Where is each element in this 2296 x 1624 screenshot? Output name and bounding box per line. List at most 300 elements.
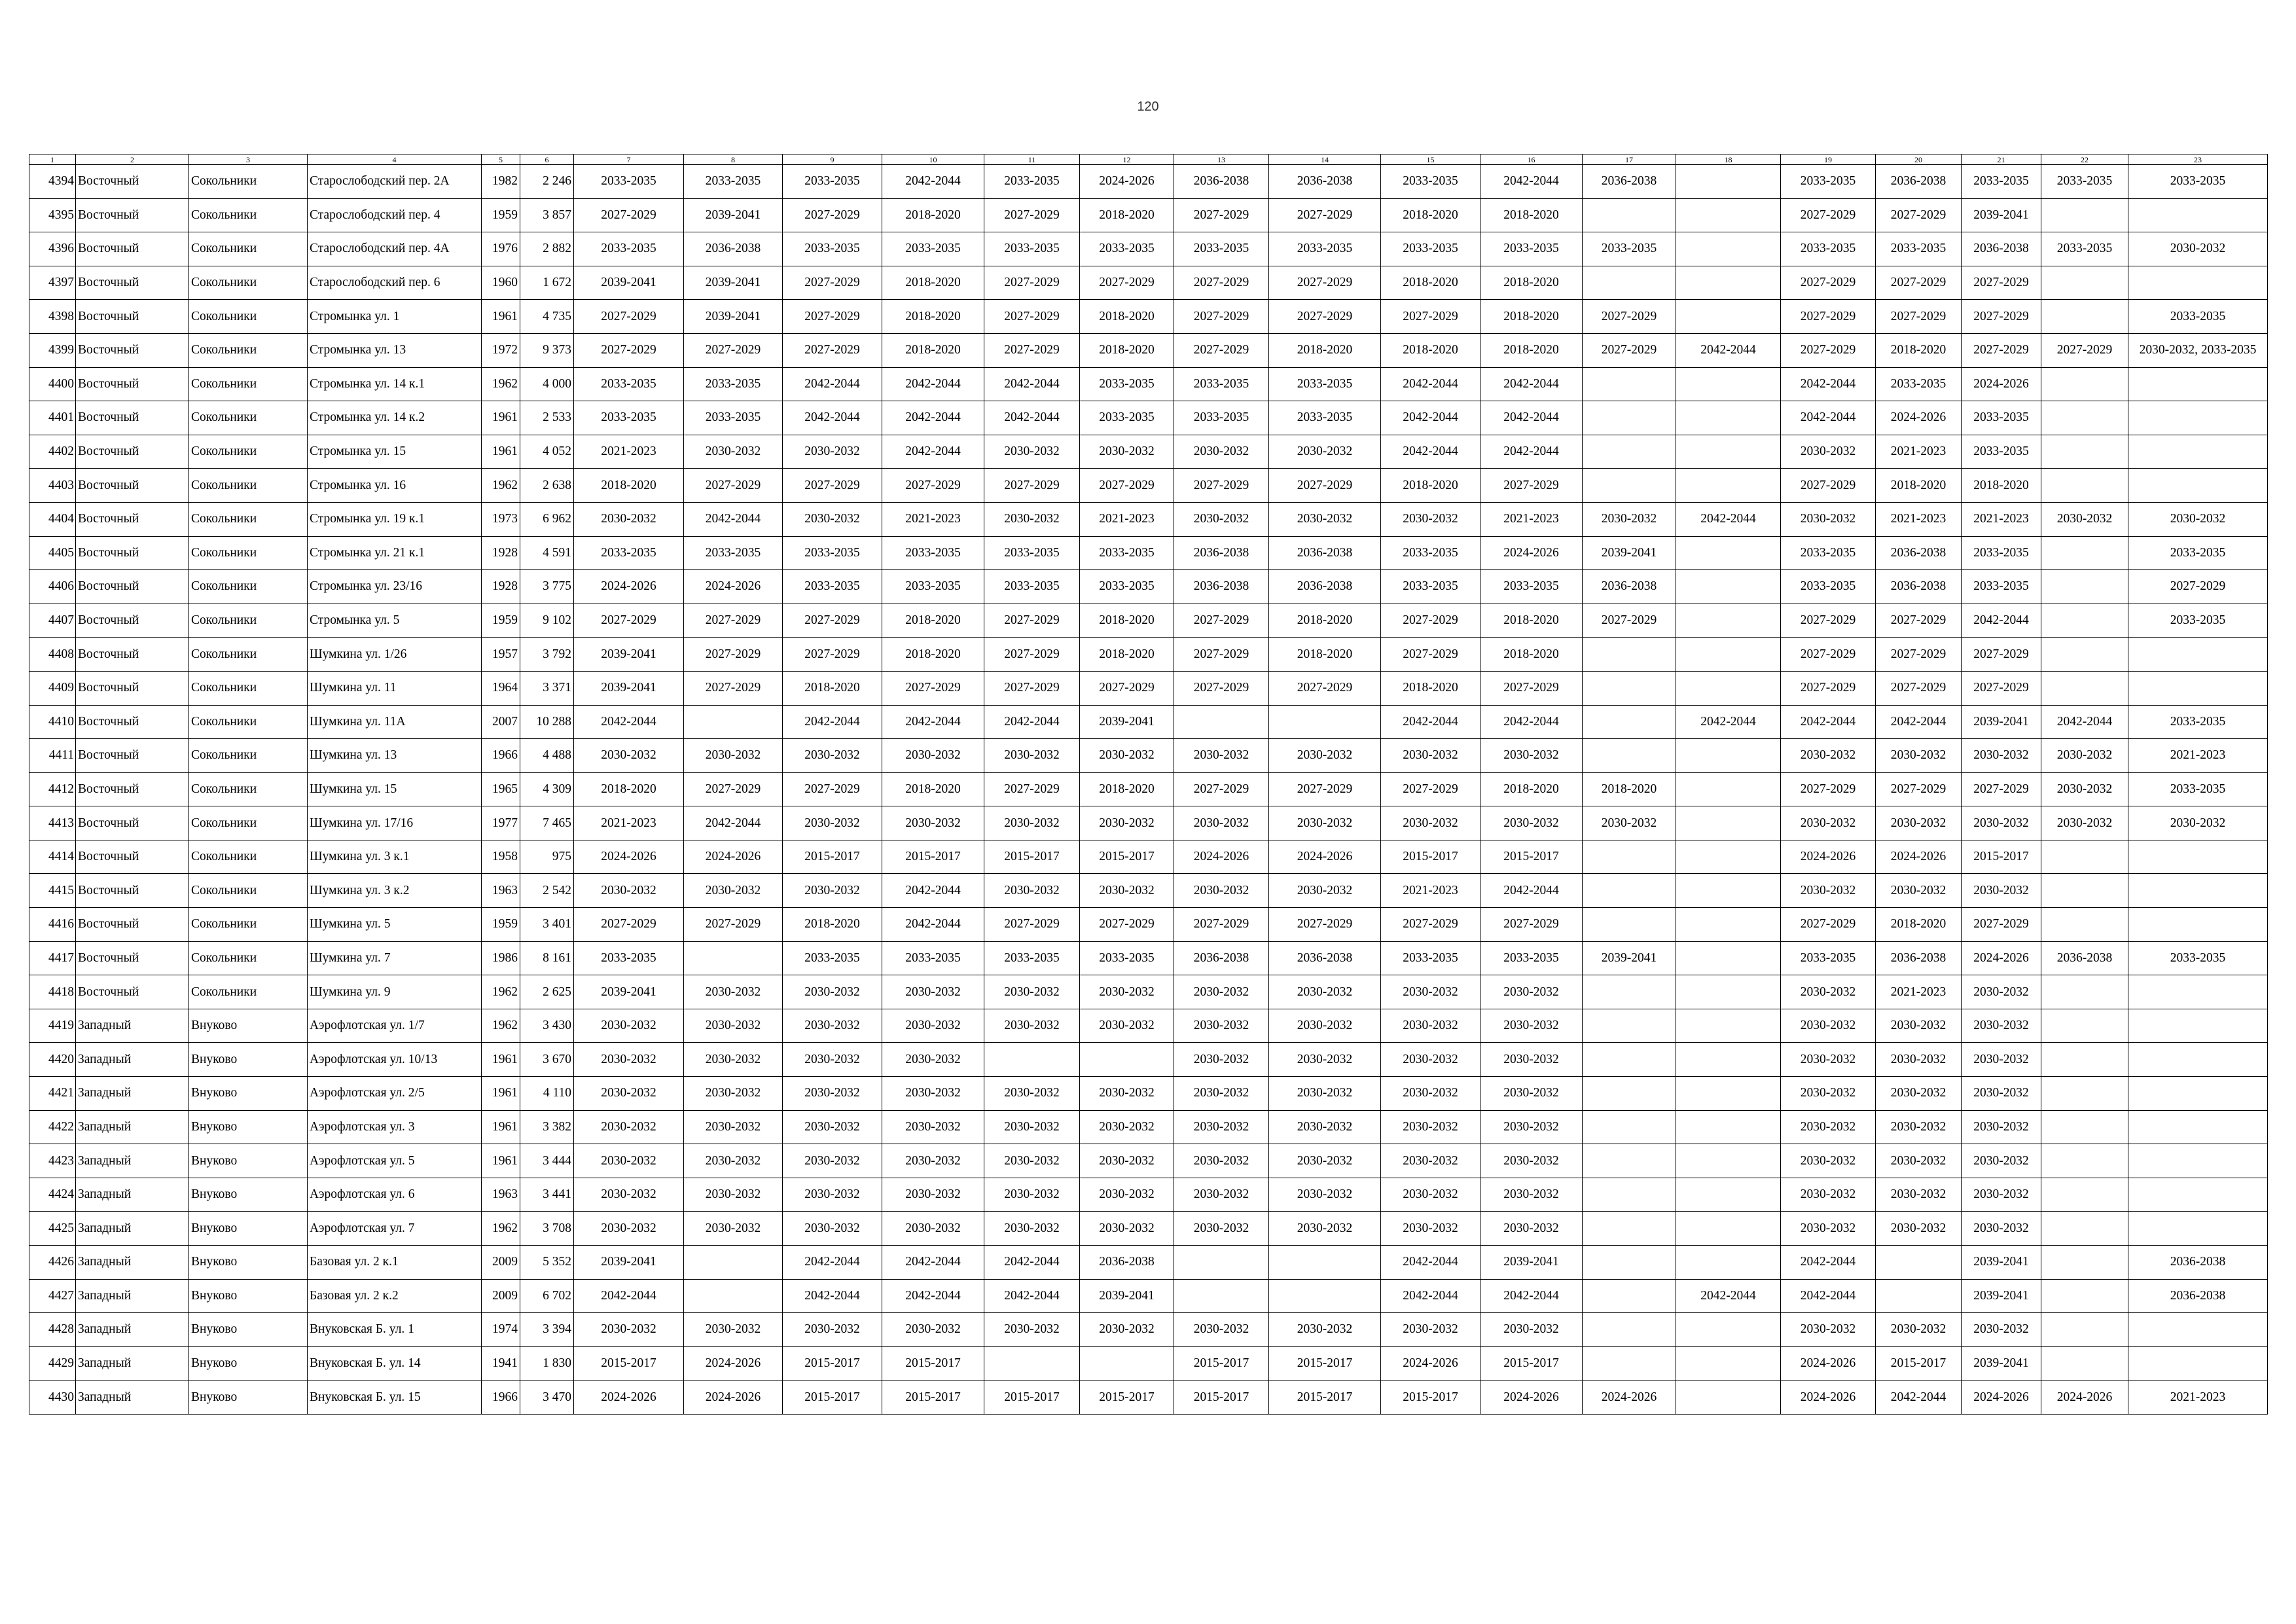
table-cell: Западный <box>76 1380 189 1415</box>
column-number: 22 <box>2041 154 2128 165</box>
table-cell: 2033-2035 <box>574 367 684 401</box>
table-cell: Стромынка ул. 5 <box>308 604 482 638</box>
table-cell: 2030-2032 <box>1174 1009 1269 1043</box>
table-row <box>29 941 2268 975</box>
table-cell: 2030-2032 <box>1480 1212 1583 1246</box>
table-cell: Шумкина ул. 3 к.1 <box>308 840 482 874</box>
table-cell <box>1583 401 1676 435</box>
table-cell: 2018-2020 <box>1381 469 1480 503</box>
table-cell: 2030-2032 <box>1174 1110 1269 1144</box>
table-cell <box>2128 1346 2268 1380</box>
table-cell: Восточный <box>76 975 189 1009</box>
table-cell <box>2041 1043 2128 1077</box>
table-cell: 2042-2044 <box>882 874 984 908</box>
table-cell: 2033-2035 <box>984 536 1080 570</box>
table-cell <box>2128 1110 2268 1144</box>
table-cell: 1962 <box>482 469 520 503</box>
table-cell: 2030-2032 <box>2041 806 2128 840</box>
table-cell: 4 110 <box>520 1077 574 1111</box>
table-cell: 2030-2032 <box>882 1009 984 1043</box>
table-cell <box>1583 1144 1676 1178</box>
table-cell: 2033-2035 <box>1080 401 1174 435</box>
table-cell: 2030-2032 <box>1781 435 1876 469</box>
table-cell: 2015-2017 <box>783 1380 882 1415</box>
table-cell <box>2128 401 2268 435</box>
table-cell: 1959 <box>482 908 520 942</box>
table-cell: 2021-2023 <box>1080 502 1174 536</box>
table-cell: Восточный <box>76 941 189 975</box>
table-cell <box>1676 300 1781 334</box>
table-cell: 2027-2029 <box>574 198 684 232</box>
table-cell: 1964 <box>482 671 520 705</box>
table-cell: 2033-2035 <box>1174 232 1269 266</box>
table-cell: 4416 <box>29 908 76 942</box>
table-cell: 2030-2032 <box>1480 1144 1583 1178</box>
table-cell: 2030-2032 <box>1381 806 1480 840</box>
table-row <box>29 705 2268 739</box>
table-cell: 2033-2035 <box>684 165 783 199</box>
table-cell: 2030-2032 <box>1781 502 1876 536</box>
table-cell: 2018-2020 <box>1269 604 1381 638</box>
table-cell: 2033-2035 <box>574 536 684 570</box>
table-cell: 2042-2044 <box>574 705 684 739</box>
column-number: 21 <box>1962 154 2041 165</box>
table-cell: 2033-2035 <box>2128 705 2268 739</box>
table-cell: 2030-2032 <box>574 874 684 908</box>
table-cell: 2030-2032 <box>1269 739 1381 773</box>
table-cell: 4407 <box>29 604 76 638</box>
table-cell: 2021-2023 <box>1480 502 1583 536</box>
table-cell: Аэрофлотская ул. 1/7 <box>308 1009 482 1043</box>
table-cell: Западный <box>76 1009 189 1043</box>
data-table <box>29 154 2268 1415</box>
table-cell: 2030-2032 <box>882 1110 984 1144</box>
table-cell: 2036-2038 <box>1269 165 1381 199</box>
table-cell: 2027-2029 <box>984 300 1080 334</box>
table-cell: 2033-2035 <box>1962 401 2041 435</box>
table-cell <box>1583 638 1676 672</box>
table-cell <box>2041 198 2128 232</box>
table-cell: 2015-2017 <box>1080 1380 1174 1415</box>
table-cell: 2036-2038 <box>2128 1279 2268 1313</box>
table-cell: Шумкина ул. 11 <box>308 671 482 705</box>
table-cell: 2042-2044 <box>1480 1279 1583 1313</box>
table-cell: 2042-2044 <box>783 367 882 401</box>
table-cell: Аэрофлотская ул. 10/13 <box>308 1043 482 1077</box>
table-cell: 2039-2041 <box>574 1246 684 1280</box>
table-cell: 2018-2020 <box>882 333 984 367</box>
table-cell: 2033-2035 <box>1781 570 1876 604</box>
table-cell: 2033-2035 <box>1962 536 2041 570</box>
table-cell: Внуковская Б. ул. 15 <box>308 1380 482 1415</box>
table-cell: Восточный <box>76 367 189 401</box>
table-cell: 4397 <box>29 266 76 300</box>
table-cell: 2033-2035 <box>783 165 882 199</box>
table-cell: 2015-2017 <box>783 1346 882 1380</box>
table-cell: 2042-2044 <box>882 1279 984 1313</box>
table-cell <box>1269 1246 1381 1280</box>
table-cell: Старослободский пер. 4А <box>308 232 482 266</box>
table-cell <box>1676 1313 1781 1347</box>
table-cell: 2030-2032 <box>2041 739 2128 773</box>
table-cell: 4421 <box>29 1077 76 1111</box>
table-cell <box>2128 198 2268 232</box>
table-cell: 2030-2032 <box>1876 739 1962 773</box>
table-cell: 2027-2029 <box>783 198 882 232</box>
table-cell: 2027-2029 <box>1381 604 1480 638</box>
table-cell: 2024-2026 <box>684 1346 783 1380</box>
table-cell: 2042-2044 <box>684 806 783 840</box>
table-row <box>29 502 2268 536</box>
table-cell: 2033-2035 <box>574 232 684 266</box>
table-cell: 2042-2044 <box>1381 401 1480 435</box>
table-cell: 2030-2032 <box>574 1144 684 1178</box>
table-cell: 2030-2032 <box>984 1077 1080 1111</box>
table-cell: 3 444 <box>520 1144 574 1178</box>
table-cell: Стромынка ул. 1 <box>308 300 482 334</box>
table-cell <box>2128 435 2268 469</box>
table-cell <box>1676 1144 1781 1178</box>
table-cell <box>1080 1043 1174 1077</box>
table-cell: 1961 <box>482 1110 520 1144</box>
table-cell: 2030-2032 <box>1269 1077 1381 1111</box>
table-cell <box>2041 266 2128 300</box>
table-cell: 2030-2032 <box>1080 1009 1174 1043</box>
table-cell <box>1676 638 1781 672</box>
table-cell: 2036-2038 <box>1269 536 1381 570</box>
table-cell: 2030-2032 <box>1876 1110 1962 1144</box>
table-cell: 2024-2026 <box>684 840 783 874</box>
table-cell: 2018-2020 <box>1381 198 1480 232</box>
table-cell: 2042-2044 <box>783 1246 882 1280</box>
table-cell: 2042-2044 <box>1876 1380 1962 1415</box>
table-cell: 1965 <box>482 772 520 806</box>
table-cell: 4413 <box>29 806 76 840</box>
table-cell: 2030-2032 <box>2041 772 2128 806</box>
table-cell <box>1583 198 1676 232</box>
table-cell: 2030-2032 <box>1480 1313 1583 1347</box>
table-cell: 1986 <box>482 941 520 975</box>
table-cell: 2030-2032 <box>783 806 882 840</box>
table-cell: 2030-2032 <box>2041 502 2128 536</box>
column-number: 18 <box>1676 154 1781 165</box>
table-cell <box>1676 772 1781 806</box>
table-cell: 2033-2035 <box>574 165 684 199</box>
table-cell: 2027-2029 <box>1174 671 1269 705</box>
table-cell: Стромынка ул. 14 к.2 <box>308 401 482 435</box>
table-cell: 2036-2038 <box>1269 570 1381 604</box>
table-cell: 2027-2029 <box>1381 638 1480 672</box>
table-cell: 2027-2029 <box>984 333 1080 367</box>
table-cell: 4430 <box>29 1380 76 1415</box>
table-cell: 2030-2032 <box>684 874 783 908</box>
table-cell: 975 <box>520 840 574 874</box>
table-cell: 2030-2032 <box>783 1009 882 1043</box>
table-cell: 2030-2032 <box>574 1009 684 1043</box>
table-cell: 1962 <box>482 1009 520 1043</box>
table-cell: Старослободский пер. 2А <box>308 165 482 199</box>
column-number: 14 <box>1269 154 1381 165</box>
table-cell <box>1583 1009 1676 1043</box>
table-row <box>29 638 2268 672</box>
table-cell: 4 000 <box>520 367 574 401</box>
table-cell: 2027-2029 <box>1781 333 1876 367</box>
table-cell: 2042-2044 <box>882 908 984 942</box>
table-cell: 2030-2032 <box>1174 806 1269 840</box>
table-cell: 2030-2032 <box>1381 1009 1480 1043</box>
table-cell: 2039-2041 <box>1962 1246 2041 1280</box>
table-cell: 2030-2032 <box>1080 1313 1174 1347</box>
table-row <box>29 232 2268 266</box>
table-cell: 2042-2044 <box>1381 367 1480 401</box>
table-cell: 2027-2029 <box>1174 333 1269 367</box>
table-cell: 2030-2032 <box>1269 1178 1381 1212</box>
table-cell: 4395 <box>29 198 76 232</box>
table-cell: 2030-2032 <box>1080 1110 1174 1144</box>
table-cell: 2030-2032 <box>1174 502 1269 536</box>
table-row <box>29 1313 2268 1347</box>
table-cell: 2021-2023 <box>574 435 684 469</box>
table-cell: 2018-2020 <box>574 772 684 806</box>
table-cell: Восточный <box>76 772 189 806</box>
table-cell: 2018-2020 <box>882 772 984 806</box>
table-cell: 2027-2029 <box>1781 604 1876 638</box>
table-cell: 2030-2032 <box>1781 1009 1876 1043</box>
table-cell: 2030-2032 <box>1962 874 2041 908</box>
table-cell: 2030-2032 <box>1174 874 1269 908</box>
table-cell: 2033-2035 <box>1381 941 1480 975</box>
table-cell: 2015-2017 <box>1381 1380 1480 1415</box>
table-cell: 2027-2029 <box>1174 908 1269 942</box>
table-cell: 2030-2032 <box>984 1144 1080 1178</box>
table-cell: 4412 <box>29 772 76 806</box>
table-cell: 2027-2029 <box>1962 638 2041 672</box>
table-cell: 2033-2035 <box>1876 232 1962 266</box>
table-cell: 2 533 <box>520 401 574 435</box>
table-cell: 2036-2038 <box>1269 941 1381 975</box>
table-cell: 2030-2032 <box>882 1144 984 1178</box>
table-cell: 2015-2017 <box>984 1380 1080 1415</box>
table-row <box>29 874 2268 908</box>
table-cell: Внуково <box>189 1346 308 1380</box>
table-cell: 2030-2032 <box>1962 1043 2041 1077</box>
table-cell: 2018-2020 <box>1080 333 1174 367</box>
column-number: 9 <box>783 154 882 165</box>
table-cell: 2042-2044 <box>1962 604 2041 638</box>
column-number-row <box>29 154 2268 165</box>
table-cell: 2030-2032 <box>574 1178 684 1212</box>
table-cell: 2042-2044 <box>1781 1279 1876 1313</box>
table-cell: 2018-2020 <box>574 469 684 503</box>
table-cell: Шумкина ул. 9 <box>308 975 482 1009</box>
table-cell: 2030-2032 <box>684 1313 783 1347</box>
table-cell: 2027-2029 <box>1269 671 1381 705</box>
table-cell <box>684 705 783 739</box>
table-cell: 2036-2038 <box>1080 1246 1174 1280</box>
table-cell: 2030-2032 <box>1781 1043 1876 1077</box>
table-row <box>29 1212 2268 1246</box>
table-cell: 2039-2041 <box>684 198 783 232</box>
table-cell: 2027-2029 <box>1174 266 1269 300</box>
table-cell: 2030-2032 <box>783 1178 882 1212</box>
table-cell <box>2041 401 2128 435</box>
table-cell <box>2041 604 2128 638</box>
table-cell: Восточный <box>76 705 189 739</box>
table-cell: 2015-2017 <box>574 1346 684 1380</box>
column-number: 7 <box>574 154 684 165</box>
table-cell: 3 430 <box>520 1009 574 1043</box>
table-cell: 2027-2029 <box>783 266 882 300</box>
table-cell: Сокольники <box>189 705 308 739</box>
table-row <box>29 198 2268 232</box>
column-number: 4 <box>308 154 482 165</box>
table-cell <box>684 941 783 975</box>
table-row <box>29 536 2268 570</box>
table-cell: 2030-2032 <box>1876 1212 1962 1246</box>
table-cell: 2027-2029 <box>882 671 984 705</box>
table-cell <box>1676 1246 1781 1280</box>
table-cell: 2030-2032 <box>783 1043 882 1077</box>
table-cell: 2 638 <box>520 469 574 503</box>
table-cell: Стромынка ул. 16 <box>308 469 482 503</box>
table-cell: 2033-2035 <box>1381 536 1480 570</box>
table-cell: 2015-2017 <box>882 1346 984 1380</box>
table-cell: 2027-2029 <box>984 604 1080 638</box>
table-cell: Сокольники <box>189 401 308 435</box>
table-cell: 3 394 <box>520 1313 574 1347</box>
table-cell: 2036-2038 <box>684 232 783 266</box>
table-cell: 2018-2020 <box>882 266 984 300</box>
table-cell: 2030-2032 <box>1080 1178 1174 1212</box>
table-cell: Шумкина ул. 11А <box>308 705 482 739</box>
table-cell: 2039-2041 <box>1962 198 2041 232</box>
table-cell: 2030-2032 <box>684 1178 783 1212</box>
table-row <box>29 1380 2268 1415</box>
table-cell: 2021-2023 <box>1876 435 1962 469</box>
table-cell: 2030-2032 <box>882 1043 984 1077</box>
table-cell: 1957 <box>482 638 520 672</box>
table-cell: 2036-2038 <box>1876 536 1962 570</box>
table-row <box>29 367 2268 401</box>
table-cell: 2030-2032 <box>1480 975 1583 1009</box>
table-cell <box>1676 1009 1781 1043</box>
table-cell: 2033-2035 <box>882 570 984 604</box>
table-cell <box>1876 1279 1962 1313</box>
table-cell <box>1583 840 1676 874</box>
table-cell: 2030-2032 <box>574 1110 684 1144</box>
table-cell: 2030-2032 <box>684 1077 783 1111</box>
table-cell <box>2128 367 2268 401</box>
table-cell: 2027-2029 <box>1480 908 1583 942</box>
table-cell: 1 672 <box>520 266 574 300</box>
table-cell <box>1676 1346 1781 1380</box>
table-cell: Сокольники <box>189 232 308 266</box>
table-cell: 2030-2032 <box>1269 1110 1381 1144</box>
table-cell: 2015-2017 <box>1174 1380 1269 1415</box>
table-cell: 1962 <box>482 975 520 1009</box>
table-cell: Западный <box>76 1313 189 1347</box>
table-cell <box>2128 1144 2268 1178</box>
table-cell: 2030-2032 <box>1962 1077 2041 1111</box>
table-cell <box>2041 300 2128 334</box>
column-number: 13 <box>1174 154 1269 165</box>
table-cell: Сокольники <box>189 165 308 199</box>
table-cell: 2015-2017 <box>882 1380 984 1415</box>
table-cell: Внуково <box>189 1178 308 1212</box>
table-cell: 2027-2029 <box>1583 604 1676 638</box>
table-cell <box>2128 1077 2268 1111</box>
table-cell <box>1676 536 1781 570</box>
table-cell: 2018-2020 <box>882 300 984 334</box>
table-cell <box>2128 1212 2268 1246</box>
table-cell: 2033-2035 <box>1174 401 1269 435</box>
table-cell: 4427 <box>29 1279 76 1313</box>
table-cell: 1961 <box>482 1144 520 1178</box>
table-cell <box>2041 1212 2128 1246</box>
table-cell: 2030-2032 <box>882 1313 984 1347</box>
table-cell: 2042-2044 <box>1676 705 1781 739</box>
table-cell: Аэрофлотская ул. 7 <box>308 1212 482 1246</box>
table-cell: 2030-2032 <box>574 1043 684 1077</box>
table-cell: Западный <box>76 1144 189 1178</box>
table-cell: 2030-2032 <box>1174 1212 1269 1246</box>
table-cell: 2030-2032 <box>984 1009 1080 1043</box>
table-cell: 2033-2035 <box>1962 435 2041 469</box>
table-cell: 2024-2026 <box>1962 941 2041 975</box>
table-cell: 2024-2026 <box>1781 1346 1876 1380</box>
table-cell <box>1583 1110 1676 1144</box>
table-cell: 2030-2032 <box>1381 1313 1480 1347</box>
table-cell <box>1676 1380 1781 1415</box>
table-cell: Внуково <box>189 1279 308 1313</box>
table-cell: 2042-2044 <box>1381 705 1480 739</box>
table-cell: 2015-2017 <box>1269 1380 1381 1415</box>
table-cell: 2039-2041 <box>1080 705 1174 739</box>
table-cell: 2030-2032 <box>1381 1077 1480 1111</box>
table-cell: 2033-2035 <box>1080 232 1174 266</box>
table-cell: 2018-2020 <box>1480 638 1583 672</box>
table-cell: Восточный <box>76 333 189 367</box>
table-cell: 2027-2029 <box>984 638 1080 672</box>
table-cell: 2027-2029 <box>1962 772 2041 806</box>
table-cell: 2033-2035 <box>2128 772 2268 806</box>
table-cell: 2042-2044 <box>1480 165 1583 199</box>
table-cell: Стромынка ул. 23/16 <box>308 570 482 604</box>
table-cell: 2030-2032 <box>1962 739 2041 773</box>
table-cell <box>1583 874 1676 908</box>
table-cell: 2027-2029 <box>1174 772 1269 806</box>
table-cell: Аэрофлотская ул. 6 <box>308 1178 482 1212</box>
table-cell: Базовая ул. 2 к.2 <box>308 1279 482 1313</box>
table-cell: 2030-2032 <box>783 1110 882 1144</box>
table-cell <box>1583 1178 1676 1212</box>
table-cell <box>2128 1043 2268 1077</box>
table-cell: 2030-2032 <box>1876 874 1962 908</box>
table-cell: 2030-2032 <box>1269 806 1381 840</box>
table-cell: 2030-2032 <box>1080 435 1174 469</box>
table-cell: 2033-2035 <box>1080 367 1174 401</box>
table-cell <box>1676 401 1781 435</box>
table-cell: 1960 <box>482 266 520 300</box>
table-cell: 2030-2032 <box>783 739 882 773</box>
table-cell: Сокольники <box>189 840 308 874</box>
table-cell: 2036-2038 <box>1174 536 1269 570</box>
table-cell: 1928 <box>482 536 520 570</box>
table-cell: 2027-2029 <box>1269 469 1381 503</box>
table-cell: 2015-2017 <box>1480 1346 1583 1380</box>
table-cell: 2018-2020 <box>1962 469 2041 503</box>
table-cell: 2018-2020 <box>1876 333 1962 367</box>
